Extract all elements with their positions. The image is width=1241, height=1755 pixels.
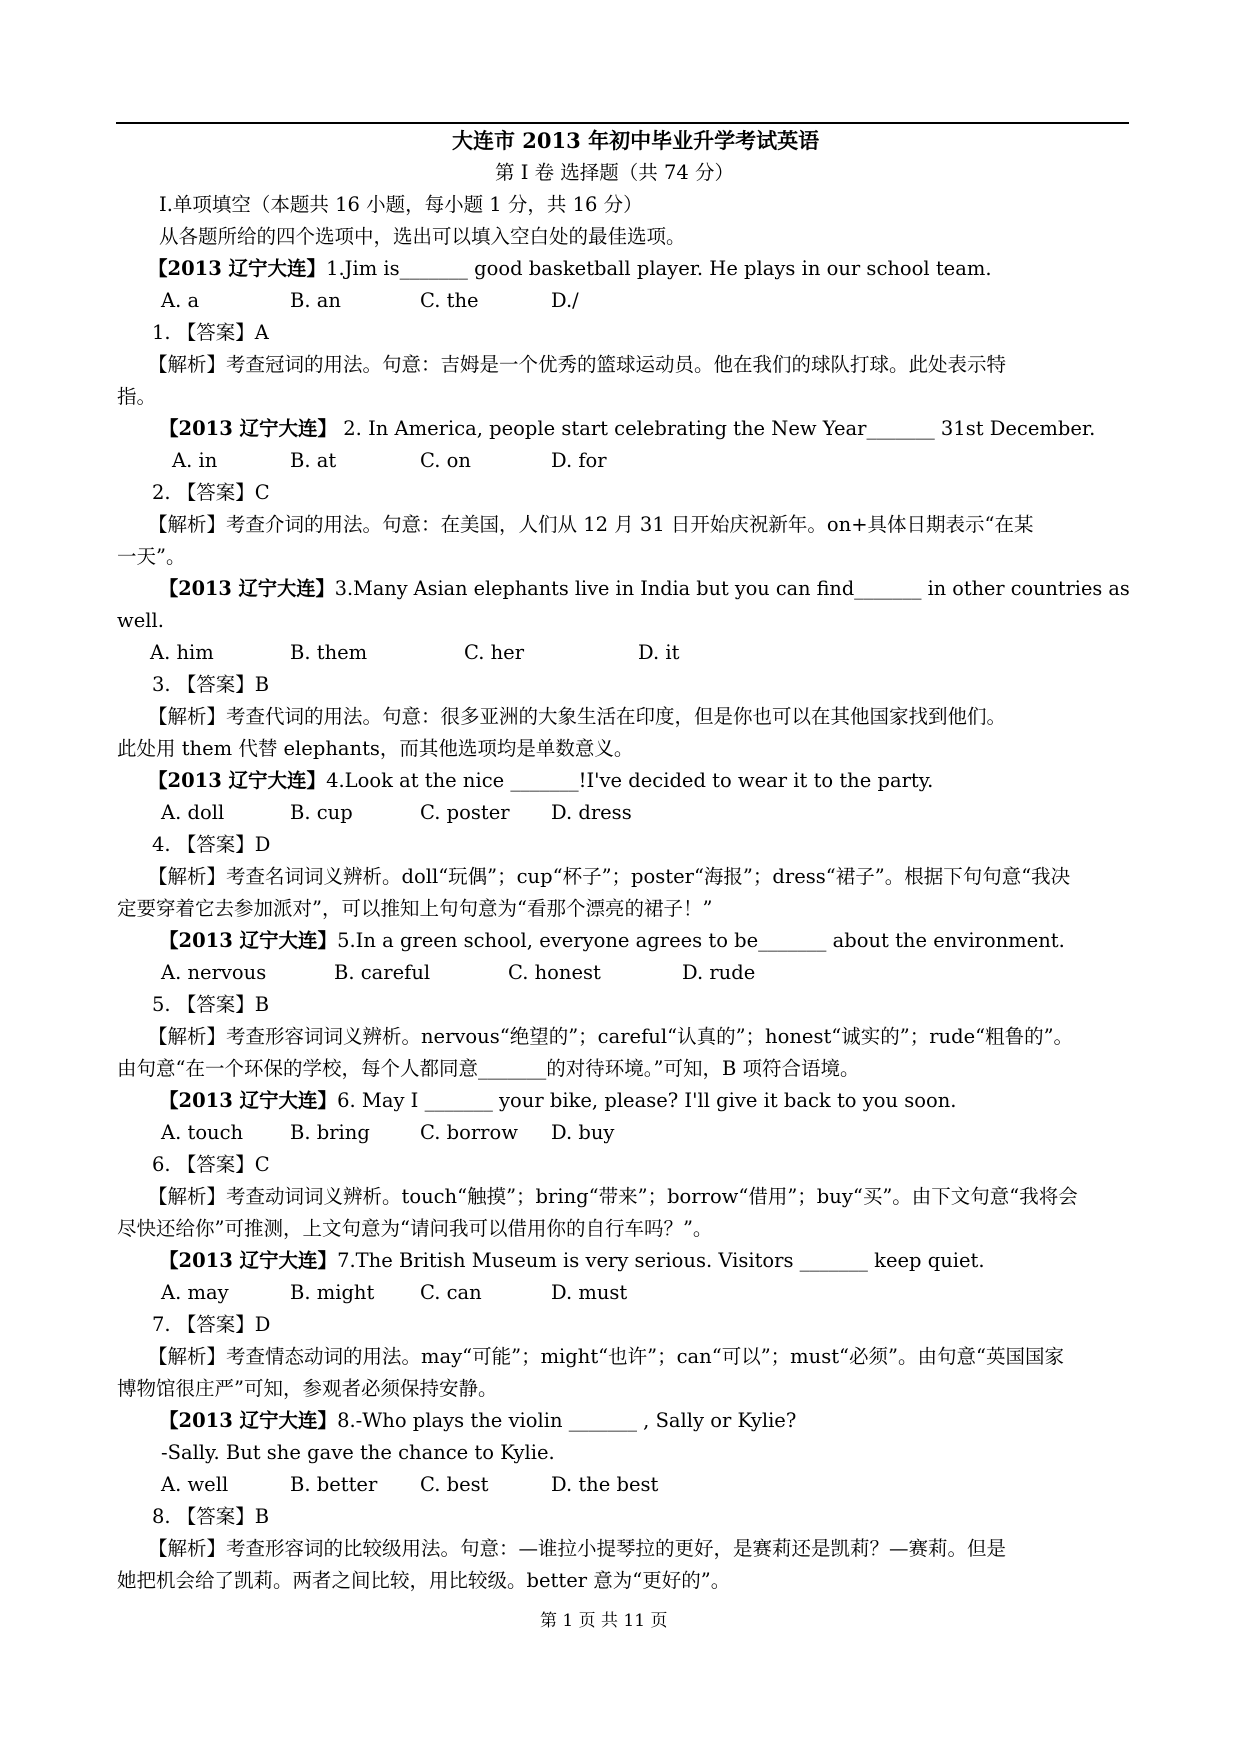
- option-d: D. buy: [551, 1121, 615, 1144]
- analysis: 【解析】考查形容词的比较级用法。句意：—谁拉小提琴拉的更好，是赛莉还是凯莉？—赛莉。但是: [148, 1537, 1007, 1560]
- option-c: C. can: [420, 1281, 482, 1304]
- question-stem: 1.Jim is_______ good basketball player. He plays in our school team.: [326, 257, 992, 280]
- option-b: B. them: [290, 641, 368, 664]
- question-1: [148, 256, 992, 282]
- question-4: [148, 768, 933, 794]
- answer: 4. 【答案】D: [152, 833, 271, 856]
- part-heading: 第 I 卷 选择题（共 74 分）: [495, 161, 735, 184]
- header-rule: [116, 122, 1129, 124]
- option-a: A. in: [172, 449, 218, 472]
- option-c: C. best: [420, 1473, 489, 1496]
- analysis-cont: 一天”。: [117, 545, 186, 568]
- question-tag: 【2013 辽宁大连】: [159, 417, 338, 440]
- analysis-cont: 尽快还给你”可推测，上文句意为“请问我可以借用你的自行车吗？”。: [117, 1217, 713, 1240]
- instruction: 从各题所给的四个选项中，选出可以填入空白处的最佳选项。: [159, 225, 686, 248]
- answer: 3. 【答案】B: [152, 673, 270, 696]
- option-c: C. honest: [508, 961, 601, 984]
- analysis-cont: 由句意“在一个环保的学校，每个人都同意_______的对待环境。”可知，B 项符合语境。: [117, 1057, 860, 1080]
- doc-title: 大连市 2013 年初中毕业升学考试英语: [452, 128, 820, 153]
- question-5: [159, 928, 1065, 954]
- answer: 1. 【答案】A: [152, 321, 269, 344]
- question-tag: 【2013 辽宁大连】: [159, 1089, 338, 1112]
- analysis-cont: 定要穿着它去参加派对”，可以推知上句句意为“看那个漂亮的裙子！”: [117, 897, 713, 920]
- option-a: A. a: [161, 289, 200, 312]
- question-stem: 2. In America, people start celebrating the New Year_______ 31st December.: [337, 417, 1096, 440]
- option-c: C. her: [464, 641, 525, 664]
- analysis: 【解析】考查介词的用法。句意：在美国，人们从 12 月 31 日开始庆祝新年。on+具体日期表示“在某: [148, 513, 1034, 536]
- analysis: 【解析】考查名词词义辨析。doll“玩偶”；cup“杯子”；poster“海报”；dress“裙子”。根据下句句意“我决: [148, 865, 1071, 888]
- option-d: D. rude: [682, 961, 756, 984]
- option-a: A. him: [150, 641, 214, 664]
- question-tag: 【2013 辽宁大连】: [148, 257, 327, 280]
- question-tag: 【2013 辽宁大连】: [159, 1409, 338, 1432]
- option-d: D. the best: [551, 1473, 659, 1496]
- question-stem: 7.The British Museum is very serious. Visitors _______ keep quiet.: [337, 1249, 985, 1272]
- option-b: B. an: [290, 289, 341, 312]
- section-heading: I.单项填空（本题共 16 小题，每小题 1 分，共 16 分）: [159, 193, 643, 216]
- question-tag: 【2013 辽宁大连】: [159, 1249, 338, 1272]
- question-2: [159, 416, 1095, 442]
- answer: 6. 【答案】C: [152, 1153, 270, 1176]
- option-d: D./: [551, 289, 579, 312]
- question-tag: 【2013 辽宁大连】: [159, 577, 335, 600]
- option-b: B. cup: [290, 801, 353, 824]
- question-3: [159, 576, 1130, 602]
- page-number: 第 1 页 共 11 页: [540, 1611, 668, 1631]
- analysis: 【解析】考查动词词义辨析。touch“触摸”；bring“带来”；borrow“借用”；buy“买”。由下文句意“我将会: [148, 1185, 1078, 1208]
- option-b: B. might: [290, 1281, 375, 1304]
- analysis: 【解析】考查形容词词义辨析。nervous“绝望的”；careful“认真的”；honest“诚实的”；rude“粗鲁的”。: [148, 1025, 1074, 1048]
- option-c: C. on: [420, 449, 471, 472]
- question-6: [159, 1088, 956, 1114]
- analysis-cont: 她把机会给了凯莉。两者之间比较，用比较级。better 意为“更好的”。: [117, 1569, 731, 1592]
- option-a: A. well: [161, 1473, 229, 1496]
- option-b: B. careful: [334, 961, 431, 984]
- option-a: A. nervous: [161, 961, 267, 984]
- option-d: D. for: [551, 449, 607, 472]
- option-b: B. better: [290, 1473, 378, 1496]
- question-stem-cont: well.: [117, 609, 164, 632]
- option-a: A. may: [161, 1281, 229, 1304]
- option-d: D. it: [638, 641, 680, 664]
- question-stem: 8.-Who plays the violin _______ , Sally or Kylie?: [337, 1409, 797, 1432]
- option-b: B. at: [290, 449, 337, 472]
- question-stem: 6. May I _______ your bike, please? I'll give it back to you soon.: [337, 1089, 957, 1112]
- option-c: C. borrow: [420, 1121, 518, 1144]
- analysis-cont: 指。: [117, 385, 157, 408]
- option-c: C. poster: [420, 801, 510, 824]
- question-tag: 【2013 辽宁大连】: [159, 929, 338, 952]
- answer: 5. 【答案】B: [152, 993, 270, 1016]
- answer: 8. 【答案】B: [152, 1505, 270, 1528]
- option-a: A. touch: [161, 1121, 244, 1144]
- option-a: A. doll: [161, 801, 225, 824]
- analysis-cont: 此处用 them 代替 elephants，而其他选项均是单数意义。: [117, 737, 634, 760]
- analysis: 【解析】考查情态动词的用法。may“可能”；might“也许”；can“可以”；must“必须”。由句意“英国国家: [148, 1345, 1064, 1368]
- question-stem: 3.Many Asian elephants live in India but you can find_______ in other countries as: [334, 577, 1130, 600]
- option-d: D. must: [551, 1281, 628, 1304]
- question-tag: 【2013 辽宁大连】: [148, 769, 327, 792]
- option-c: C. the: [420, 289, 479, 312]
- option-d: D. dress: [551, 801, 632, 824]
- question-stem-cont: -Sally. But she gave the chance to Kylie.: [161, 1441, 555, 1464]
- question-stem: 4.Look at the nice _______!I've decided to wear it to the party.: [326, 769, 934, 792]
- question-8: [159, 1408, 796, 1434]
- analysis-cont: 博物馆很庄严”可知，参观者必须保持安静。: [117, 1377, 498, 1400]
- analysis: 【解析】考查冠词的用法。句意：吉姆是一个优秀的篮球运动员。他在我们的球队打球。此处表示特: [148, 353, 1007, 376]
- option-b: B. bring: [290, 1121, 370, 1144]
- question-stem: 5.In a green school, everyone agrees to be_______ about the environment.: [337, 929, 1065, 952]
- answer: 7. 【答案】D: [152, 1313, 271, 1336]
- analysis: 【解析】考查代词的用法。句意：很多亚洲的大象生活在印度，但是你也可以在其他国家找到他们。: [148, 705, 1007, 728]
- question-7: [159, 1248, 985, 1274]
- answer: 2. 【答案】C: [152, 481, 270, 504]
